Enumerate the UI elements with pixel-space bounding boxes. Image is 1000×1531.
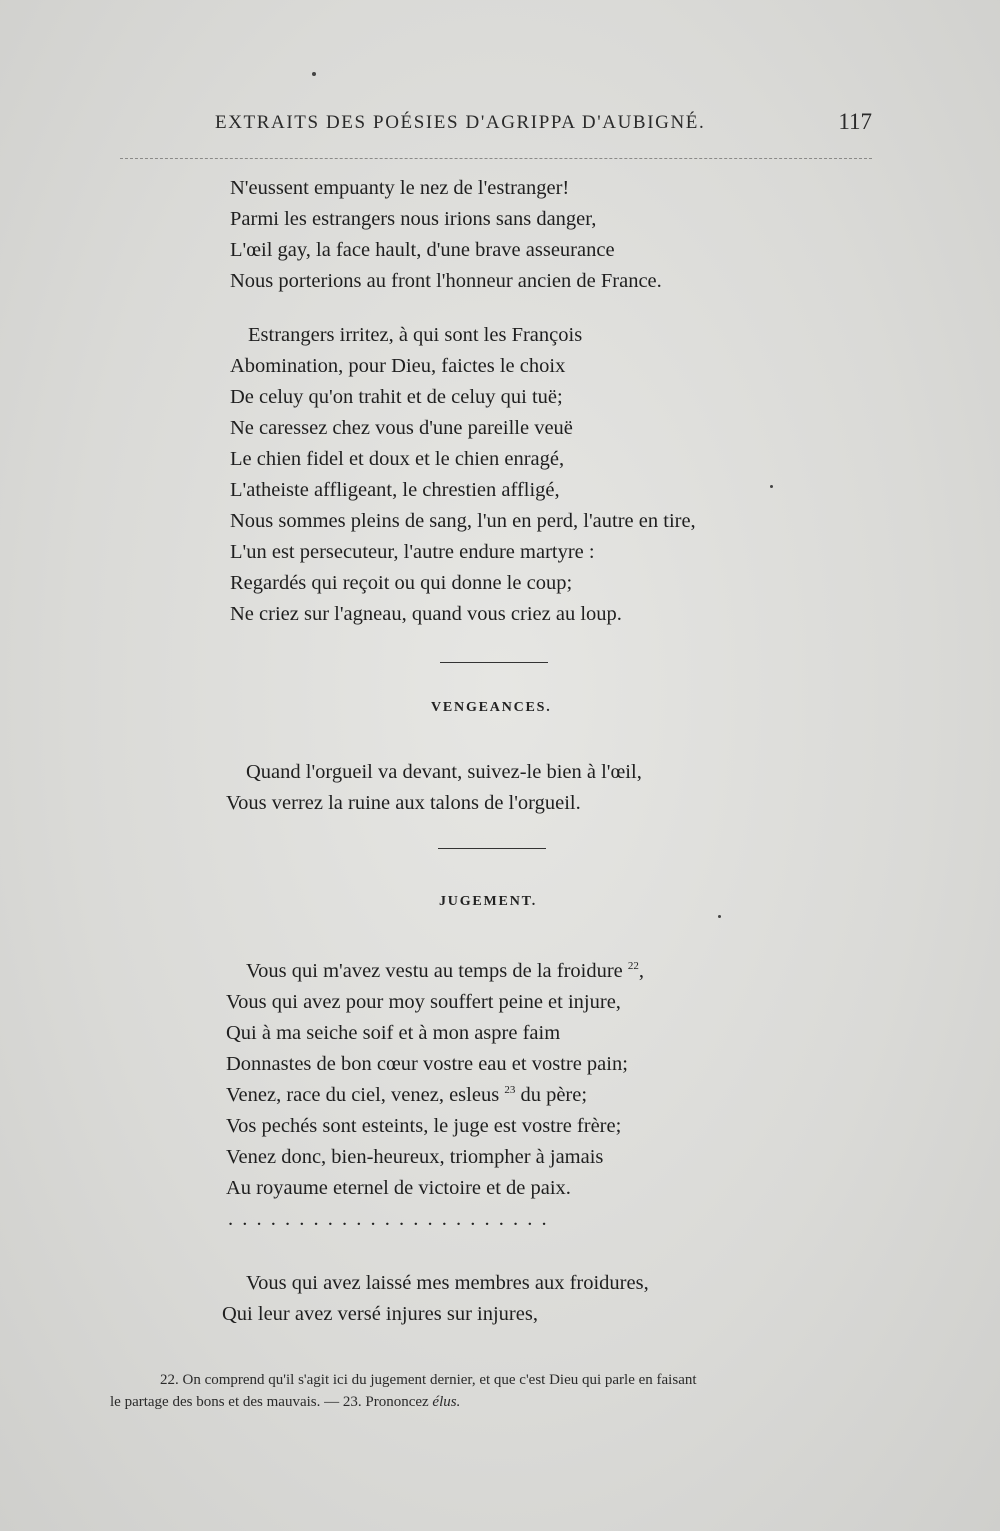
verse-line: Ne criez sur l'agneau, quand vous criez au loup. — [230, 603, 622, 625]
section-rule — [440, 662, 548, 663]
paper-speck — [770, 485, 773, 488]
verse-line: Vous qui avez laissé mes membres aux froidures, — [246, 1272, 649, 1294]
verse-line: Nous sommes pleins de sang, l'un en perd, l'autre en tire, — [230, 510, 696, 532]
verse-line: N'eussent empuanty le nez de l'estranger! — [230, 177, 570, 199]
verse-line: Nous porterions au front l'honneur ancien de France. — [230, 270, 662, 292]
page-number: 117 — [838, 109, 872, 134]
verse-line: Venez donc, bien-heureux, triompher à jamais — [226, 1146, 604, 1168]
paper-speck — [718, 915, 721, 918]
ellipsis-line: . . . . . . . . . . . . . . . . . . . . . . . — [228, 1208, 549, 1230]
verse-line: Au royaume eternel de victoire et de paix. — [226, 1177, 571, 1199]
footnote-line: le partage des bons et des mauvais. — 23. Prononcez élus. — [110, 1394, 461, 1410]
verse-line: Vous qui avez pour moy souffert peine et injure, — [226, 991, 621, 1013]
verse-line: Le chien fidel et doux et le chien enragé, — [230, 448, 565, 470]
verse-line: Ne caressez chez vous d'une pareille veuë — [230, 417, 573, 439]
verse-line: Vous verrez la ruine aux talons de l'orgueil. — [226, 792, 581, 814]
section-rule — [438, 848, 546, 849]
footnote-ref: 22 — [627, 960, 639, 973]
verse-line: L'œil gay, la face hault, d'une brave asseurance — [230, 239, 615, 261]
header-rule — [120, 158, 872, 159]
verse-line: Quand l'orgueil va devant, suivez-le bien à l'œil, — [246, 761, 642, 783]
verse-line: Qui à ma seiche soif et à mon aspre faim — [226, 1022, 561, 1044]
verse-line: L'atheiste affligeant, le chrestien affligé, — [230, 479, 560, 501]
verse-line: De celuy qu'on trahit et de celuy qui tuë; — [230, 386, 563, 408]
section-heading-jugement: JUGEMENT. — [439, 894, 537, 909]
footnote-ref: 23 — [504, 1084, 516, 1097]
verse-line: Estrangers irritez, à qui sont les François — [248, 324, 583, 346]
verse-line: Parmi les estrangers nous irions sans danger, — [230, 208, 597, 230]
running-head — [120, 109, 872, 144]
footnote-line: 22. On comprend qu'il s'agit ici du jugement dernier, et que c'est Dieu qui parle en faisant — [160, 1372, 697, 1388]
section-heading-vengeances: VENGEANCES. — [431, 700, 552, 715]
verse-line: Venez, race du ciel, venez, esleus $^{23}$ du père; — [226, 1084, 588, 1106]
paper-speck — [312, 72, 316, 76]
verse-line: Vos pechés sont esteints, le juge est vostre frère; — [226, 1115, 622, 1137]
verse-line: Donnastes de bon cœur vostre eau et vostre pain; — [226, 1053, 628, 1075]
verse-line: L'un est persecuteur, l'autre endure martyre : — [230, 541, 595, 563]
verse-line: Qui leur avez versé injures sur injures, — [222, 1303, 538, 1325]
verse-line: Abomination, pour Dieu, faictes le choix — [230, 355, 566, 377]
verse-line: Vous qui m'avez vestu au temps de la froidure $^{22}$, — [246, 960, 645, 982]
running-title: EXTRAITS DES POÉSIES D'AGRIPPA D'AUBIGNÉ. — [215, 112, 706, 133]
verse-line: Regardés qui reçoit ou qui donne le coup; — [230, 572, 573, 594]
